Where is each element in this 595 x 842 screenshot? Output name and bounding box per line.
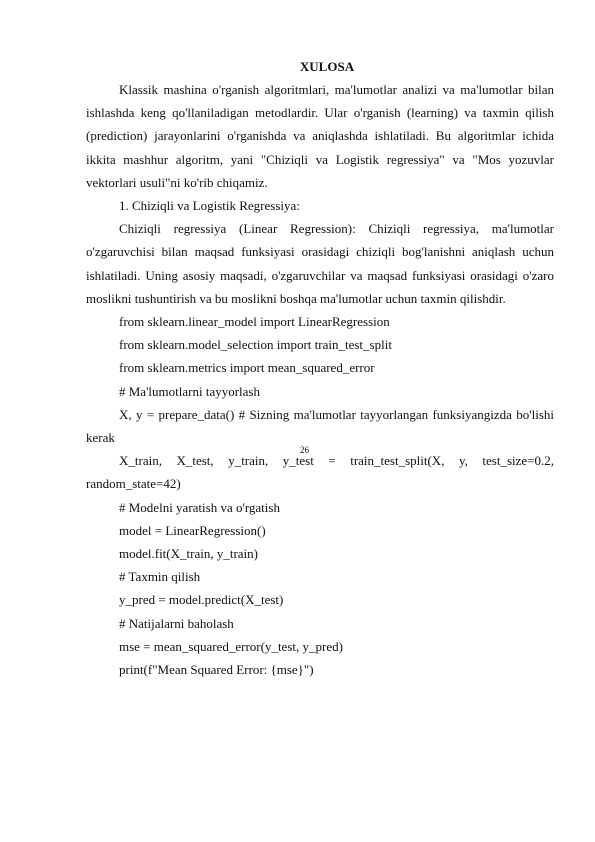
code-comment-model: # Modelni yaratish va o'rgatish <box>119 499 280 515</box>
intro-paragraph: Klassik mashina o'rganish algoritmlari, ma'lumotlar analizi va ma'lumotlar bilan ishlashda keng qo'llaniladigan metodlardir. Ular o'rganish (learning) va taxmin qilish (prediction) jarayonlarini o'rganishda va aniqlashda ishlatiladi. Bu algoritmlar ichida ikkita mashhur algoritm, yani "Chiziqli va Logistik regressiya" va "Mos yozuvlar vektorlari usuli"ni ko'rib chiqamiz. <box>86 82 554 190</box>
code-comment-prepare: # Ma'lumotlarni tayyorlash <box>119 383 260 399</box>
code-import-metrics: from sklearn.metrics import mean_squared_error <box>119 360 375 376</box>
code-comment-eval: # Natijalarni baholash <box>119 615 234 631</box>
code-prepare-data: X, y = prepare_data() # Sizning ma'lumotlar tayyorlangan funksiyangizda bo'lishi kerak <box>86 406 554 446</box>
page-number: 26 <box>300 445 309 455</box>
code-fit-model: model.fit(X_train, y_train) <box>119 546 258 562</box>
page-title: XULOSA <box>299 59 355 74</box>
code-import-split: from sklearn.model_selection import train_test_split <box>119 337 392 353</box>
code-import-linear: from sklearn.linear_model import LinearRegression <box>119 314 390 330</box>
code-print: print(f"Mean Squared Error: {mse}") <box>119 662 314 678</box>
code-create-model: model = LinearRegression() <box>119 522 266 538</box>
code-comment-predict: # Taxmin qilish <box>119 569 201 585</box>
document-page <box>86 56 554 681</box>
code-split-data: X_train, X_test, y_train, y_test = train_test_split(X, y, test_size=0.2, random_state=42) <box>86 453 554 492</box>
section-heading: 1. Chiziqli va Logistik Regressiya: <box>119 198 300 214</box>
code-predict: y_pred = model.predict(X_test) <box>119 592 284 608</box>
code-mse: mse = mean_squared_error(y_test, y_pred) <box>119 638 343 654</box>
section-paragraph: Chiziqli regressiya (Linear Regression): Chiziqli regressiya, ma'lumotlar o'zgaruvchisi bilan maqsad funksiyasi orasidagi chiziqli bog'lanishni aniqlash uchun ishlatiladi. Uning asosiy maqsadi, o'zgaruvchilar va maqsad funksiyasi orasidagi o'zaro moslikni tushuntirish va bu moslikni boshqa ma'lumotlar uchun taxmin qilishdir. <box>86 221 554 306</box>
